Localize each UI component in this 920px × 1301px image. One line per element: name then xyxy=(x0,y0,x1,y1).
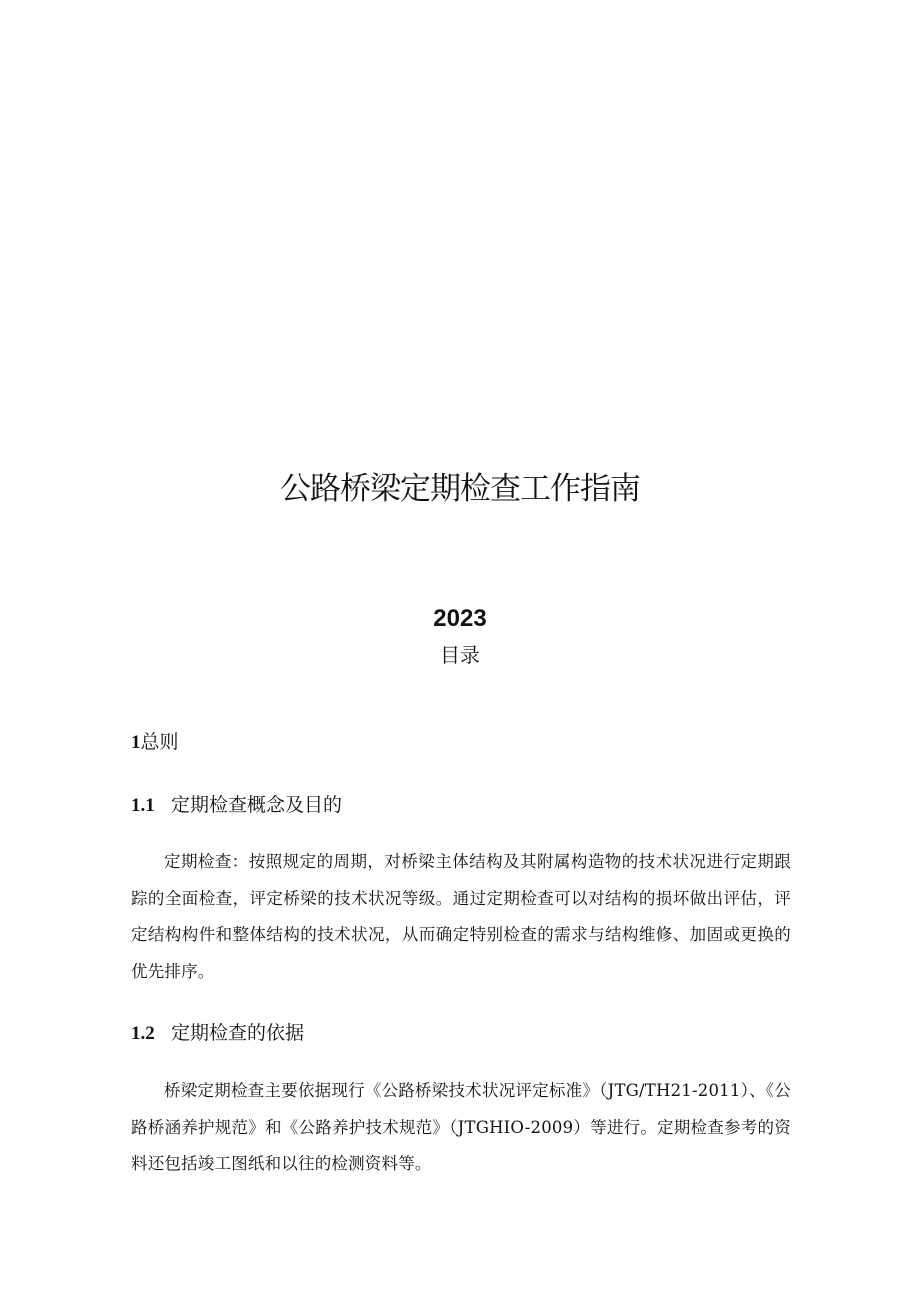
section-title: 定期检查概念及目的 xyxy=(171,794,343,816)
document-year: 2023 xyxy=(433,605,487,632)
chapter-number: 1 xyxy=(131,732,141,753)
section-number: 1.1 xyxy=(131,795,155,816)
document-title: 公路桥梁定期检查工作指南 xyxy=(280,471,640,507)
section-paragraph-1-2: 桥梁定期检查主要依据现行《公路桥梁技术状况评定标准》（JTG/TH21-2011）、《公路桥涵养护规范》和《公路养护技术规范》（JTGHIO-2009）等进行。定期检查参考的资料还包括竣工图纸和以往的检测资料等。 xyxy=(131,1081,791,1173)
section-paragraph-1-1: 定期检查：按照规定的周期，对桥梁主体结构及其附属构造物的技术状况进行定期跟踪的全面检查，评定桥梁的技术状况等级。通过定期检查可以对结构的损坏做出评估，评定结构构件和整体结构的技术状况，从而确定特别检查的需求与结构维修、加固或更换的优先排序。 xyxy=(131,852,791,981)
section-number: 1.2 xyxy=(131,1023,155,1044)
section-heading-1-2 xyxy=(131,1018,304,1049)
toc-heading: 目录 xyxy=(440,643,480,667)
chapter-heading xyxy=(131,727,179,758)
section-title: 定期检查的依据 xyxy=(171,1022,305,1044)
chapter-title: 总则 xyxy=(140,731,179,753)
section-heading-1-1 xyxy=(131,790,342,821)
